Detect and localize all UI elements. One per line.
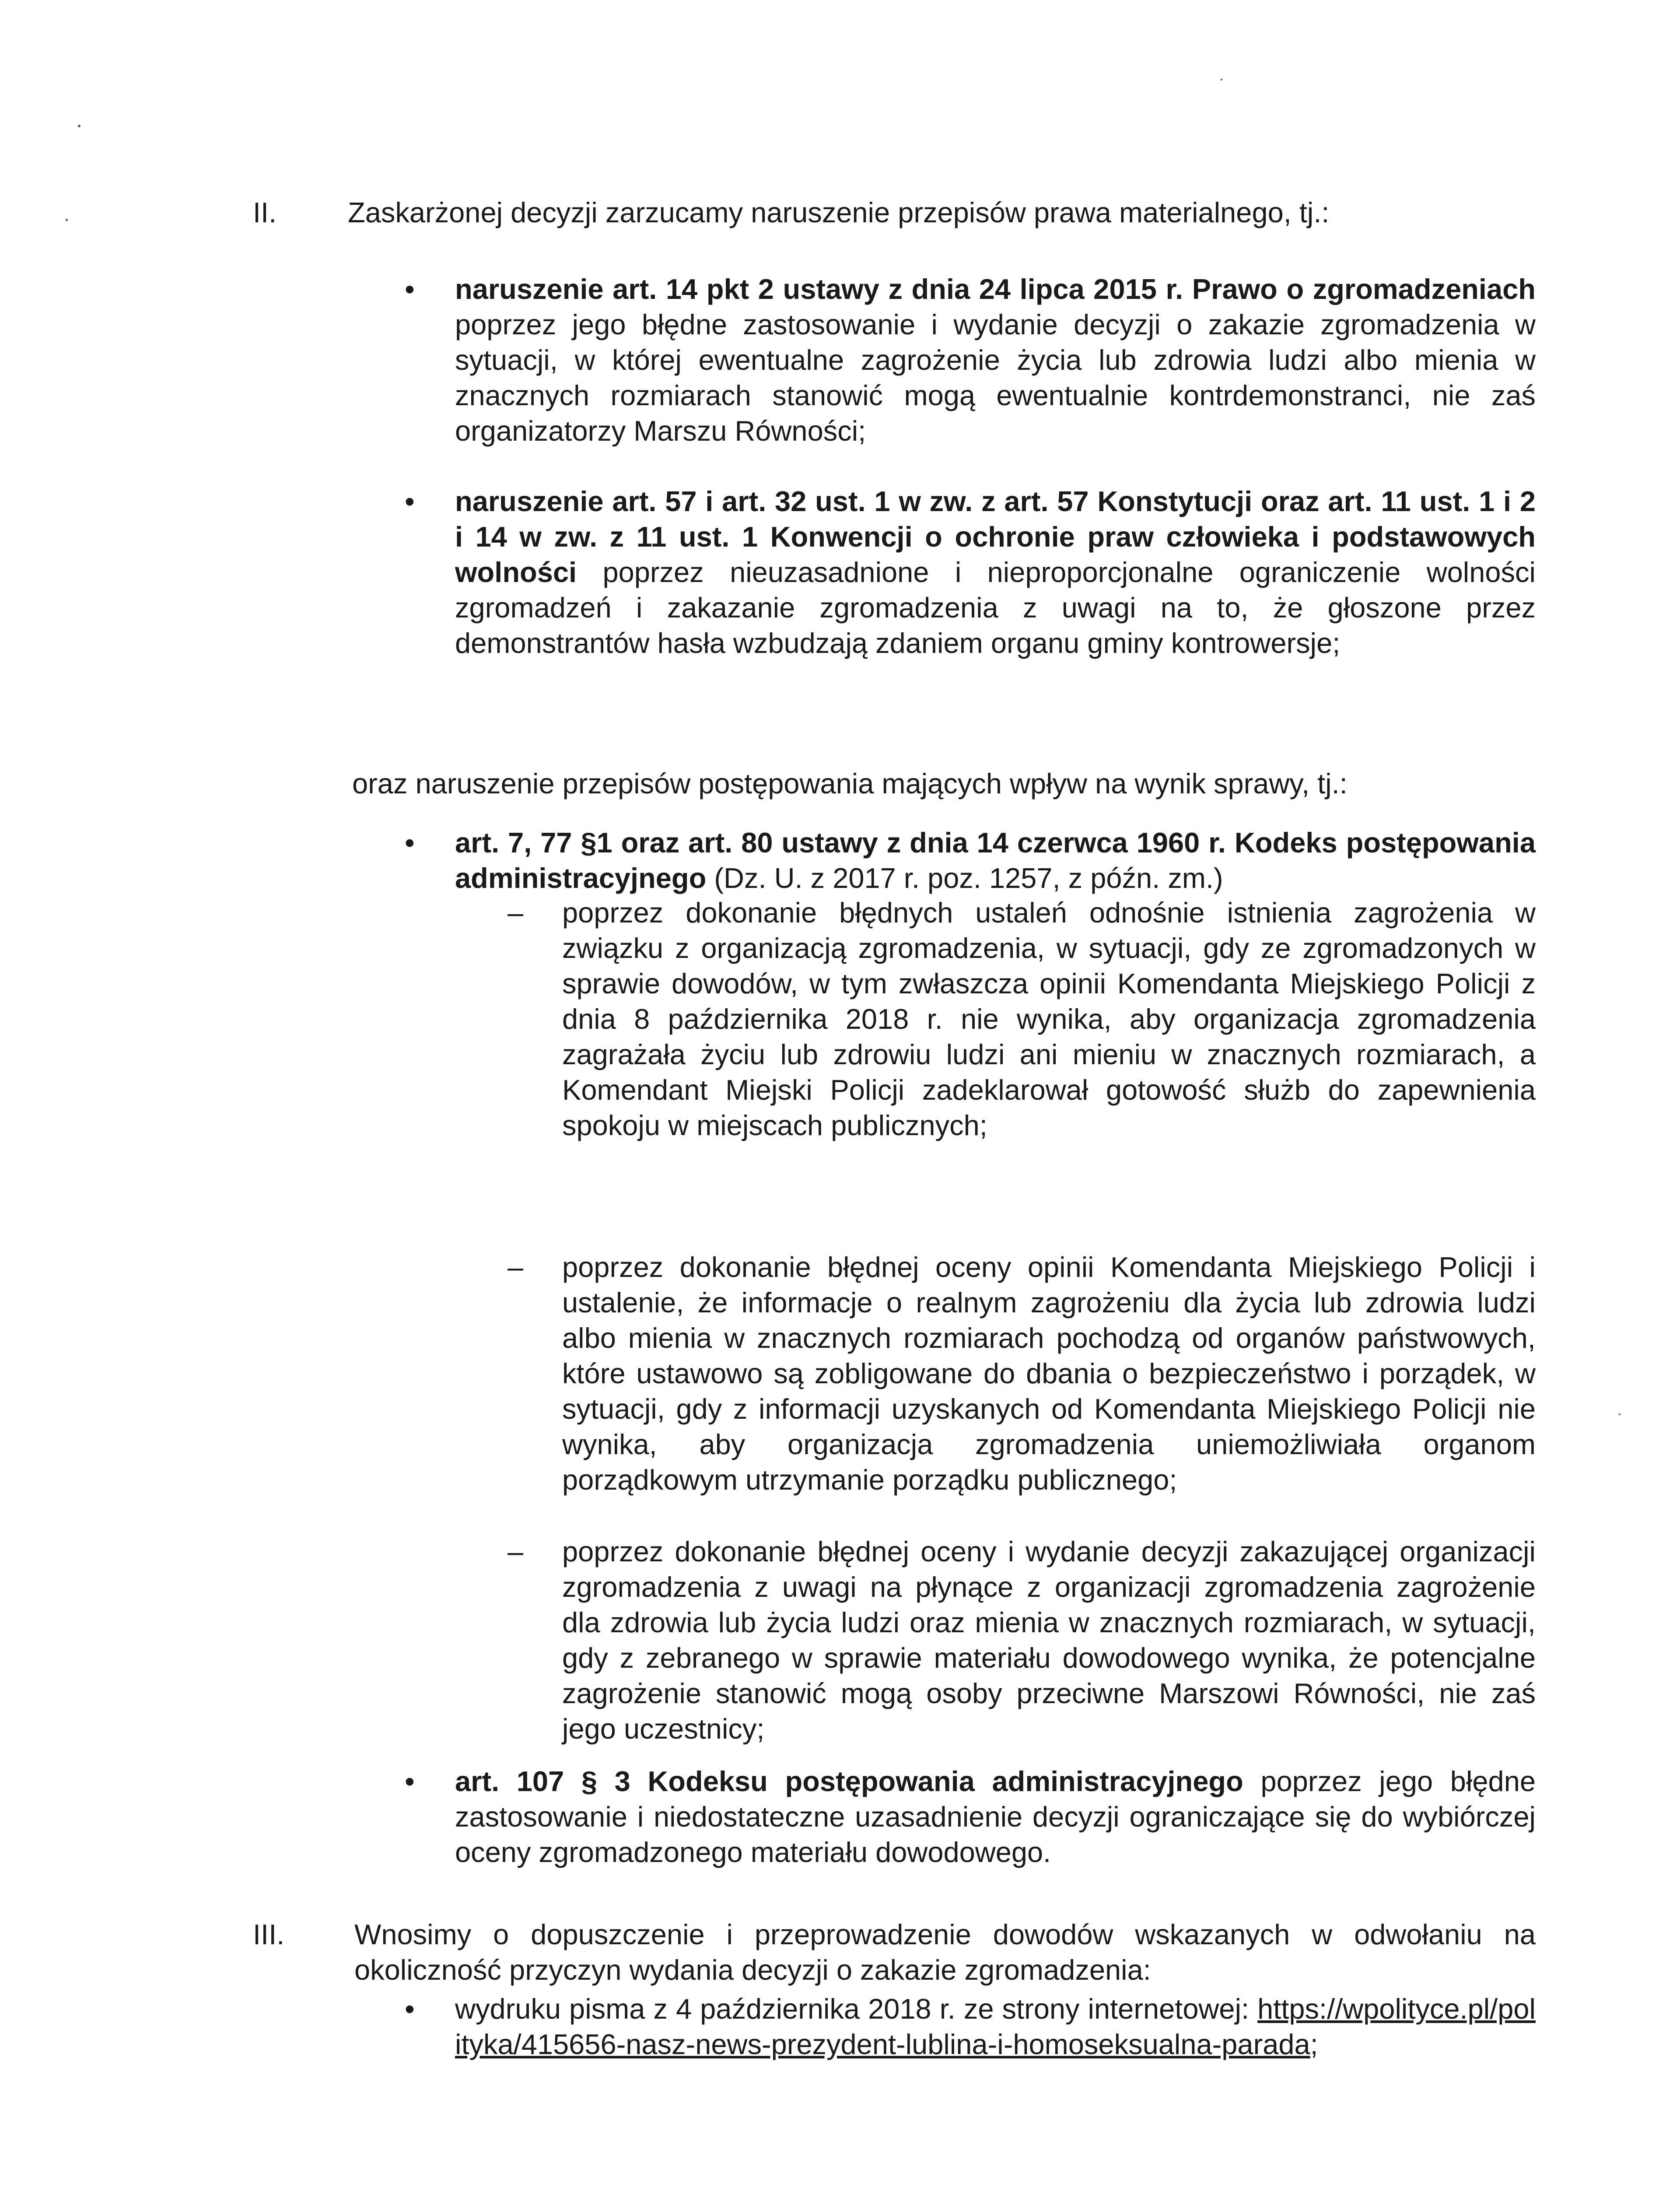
bullet-icon: • [405,273,415,305]
section-iii-numeral: III. [253,1918,285,1950]
evidence-item-1 [455,1991,1536,2062]
procedural-item-2 [455,1764,1536,1870]
procedural-intro: oraz naruszenie przepisów postępowania mających wpływ na wynik sprawy, tj.: [352,768,1348,799]
scan-speck [78,125,80,127]
evidence-item-1-trailing: ; [1310,2028,1318,2060]
evidence-item-1-text: wydruku pisma z 4 października 2018 r. ze strony internetowej: [455,1993,1258,2025]
scan-speck [1221,79,1222,81]
section-iii-intro: Wnosimy o dopuszczenie i przeprowadzenie dowodów wskazanych w odwołaniu na okoliczność przyczyn wydania decyzji o zakazie zgromadzenia: [354,1918,1536,1986]
item-2-bold-lead: naruszenie art. 57 i art. 32 ust. 1 w zw. z art. 57 Konstytucji oraz art. 11 ust. 1 i 2 i 14 w zw. z 11 ust. 1 Konwencji o ochronie praw człowieka i podstawowych wolności [455,485,1536,588]
scan-speck [1619,1413,1620,1415]
scan-speck [66,219,68,221]
dash-icon: – [508,1536,524,1567]
sub-item-1: poprzez dokonanie błędnych ustaleń odnośnie istnienia zagrożenia w związku z organizacją zgromadzenia, w sytuacji, gdy ze zgromadzonych w sprawie dowodów, w tym zwłaszcza opinii Komendanta Miejskiego Policji z dnia 8 października 2018 r. nie wynika, aby organizacja zgromadzenia zagrażała życiu lub zdrowiu ludzi ani mieniu w znacznych rozmiarach, a Komendant Miejski Policji zadeklarował gotowość służb do zapewnienia spokoju w miejscach publicznych; [562,897,1536,1141]
bullet-icon: • [405,827,415,859]
item-1-bold-lead: naruszenie art. 14 pkt 2 ustawy z dnia 24 lipca 2015 r. Prawo o zgromadzeniach [455,273,1536,305]
evidence-link[interactable]: https://wpolityce.pl/polityka/415656-nasz-news-prezydent-lublina-i-homoseksualna-parada [455,1993,1536,2060]
bullet-icon: • [405,485,415,517]
item-2-text: poprzez nieuzasadnione i nieproporcjonalne ograniczenie wolności zgromadzeń i zakazanie zgromadzenia z uwagi na to, że głoszone przez demonstrantów hasła wzbudzają zdaniem organu gminy kontrowersje; [455,556,1536,659]
bullet-icon: • [405,1993,415,2025]
dash-icon: – [508,1251,524,1283]
procedural-item-1 [455,825,1536,896]
substantive-item-2 [455,484,1536,661]
procedural-item-2-bold-lead: art. 107 § 3 Kodeksu postępowania administracyjnego [455,1765,1243,1797]
bullet-icon: • [405,1765,415,1797]
substantive-item-1 [455,271,1536,449]
item-1-text: poprzez jego błędne zastosowanie i wydanie decyzji o zakazie zgromadzenia w sytuacji, w której ewentualne zagrożenie życia lub zdrowia ludzi albo mienia w znacznych rozmiarach stanowić mogą ewentualnie kontrdemonstranci, nie zaś organizatorzy Marszu Równości; [455,309,1536,447]
dash-icon: – [508,897,524,929]
section-ii-intro: Zaskarżonej decyzji zarzucamy naruszenie przepisów prawa materialnego, tj.: [348,196,1330,228]
sub-item-3: poprzez dokonanie błędnej oceny i wydanie decyzji zakazującej organizacji zgromadzenia z uwagi na płynące z organizacji zgromadzenia zagrożenie dla zdrowia lub życia ludzi oraz mienia w znacznych rozmiarach, w sytuacji, gdy z zebranego w sprawie materiału dowodowego wynika, że potencjalne zagrożenie stanowić mogą osoby przeciwne Marszowi Równości, nie zaś jego uczestnicy; [562,1536,1536,1745]
section-ii-numeral: II. [253,196,277,228]
procedural-item-1-bold-lead: art. 7, 77 §1 oraz art. 80 ustawy z dnia 14 czerwca 1960 r. Kodeks postępowania administracyjnego [455,827,1536,894]
procedural-item-1-text: (Dz. U. z 2017 r. poz. 1257, z późn. zm.) [706,862,1223,894]
sub-item-2: poprzez dokonanie błędnej oceny opinii Komendanta Miejskiego Policji i ustalenie, że informacje o realnym zagrożeniu dla życia lub zdrowia ludzi albo mienia w znacznych rozmiarach pochodzą od organów państwowych, które ustawowo są zobligowane do dbania o bezpieczeństwo i porządek, w sytuacji, gdy z informacji uzyskanych od Komendanta Miejskiego Policji nie wynika, aby organizacja zgromadzenia uniemożliwiała organom porządkowym utrzymanie porządku publicznego; [562,1251,1536,1496]
procedural-item-2-text: poprzez jego błędne zastosowanie i niedostateczne uzasadnienie decyzji ograniczające się do wybiórczej oceny zgromadzonego materiału dowodowego. [455,1765,1536,1868]
